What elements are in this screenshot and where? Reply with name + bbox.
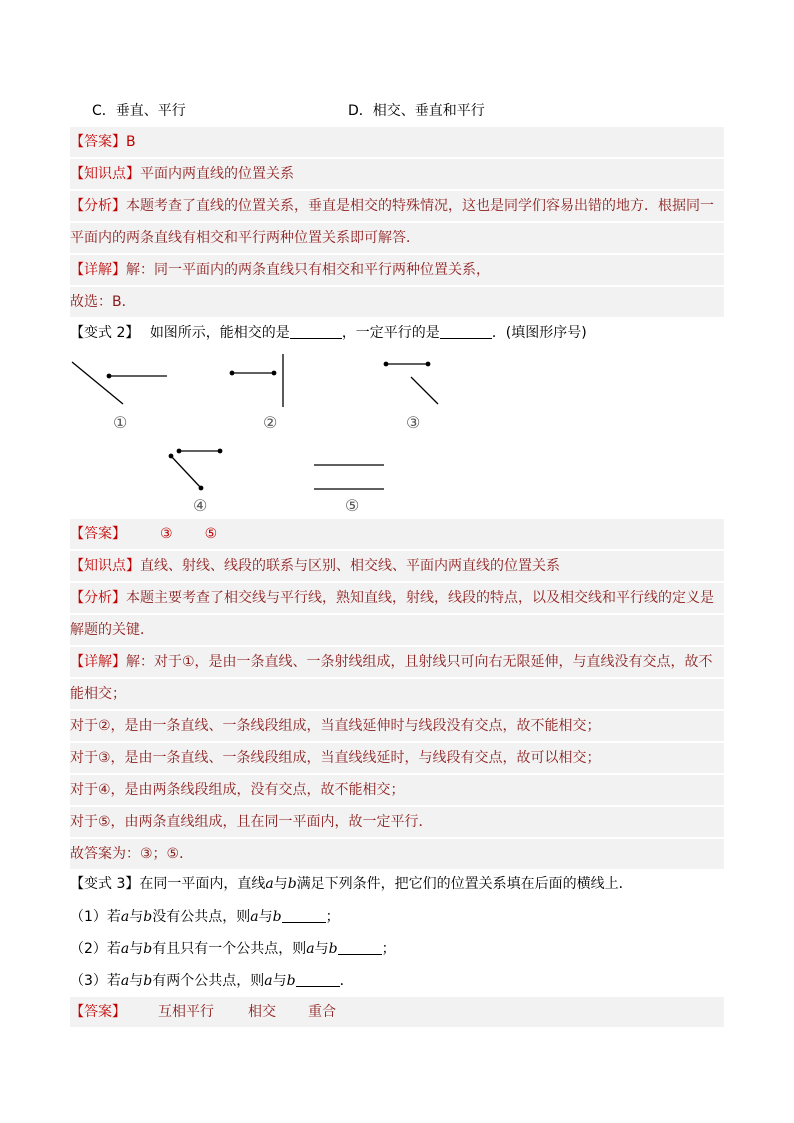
q2-conclusion-row — [70, 839, 724, 869]
knowledge-text: 直线、射线、线段的联系与区别、相交线、平面内两直线的位置关系 — [140, 558, 560, 574]
question-text: 与 — [273, 876, 288, 892]
figure-3-label: ③ — [406, 413, 421, 432]
q2-detail-row-5 — [70, 775, 724, 805]
item-text: 与 — [314, 941, 329, 957]
item-number: （1） — [70, 909, 107, 925]
knowledge-tag: 【知识点】 — [70, 558, 140, 574]
answer-value: B — [126, 134, 136, 150]
question-text: 在同一平面内，直线 — [139, 876, 266, 892]
detail-text: 对于④，是由两条线段组成，没有交点，故不能相交； — [70, 782, 405, 798]
figure-1-label: ① — [113, 413, 128, 432]
analysis-tag: 【分析】 — [70, 590, 126, 606]
q2-detail-row-3 — [70, 711, 724, 741]
variable-b: b — [286, 973, 296, 989]
detail-tag: 【详解】 — [70, 654, 126, 670]
q2-answer-row — [70, 519, 724, 549]
answer-value-2: 相交 — [248, 1004, 276, 1020]
q2-knowledge-row — [70, 551, 724, 581]
detail-text: 解：对于①，是由一条直线、一条射线组成，且射线只可向右无限延伸，与直线没有交点，故不 — [126, 654, 713, 670]
variable-a: a — [264, 973, 273, 989]
figure-1-line — [72, 362, 123, 404]
variable-a: a — [265, 876, 274, 892]
answer-blank — [282, 906, 326, 923]
detail-text: 能相交； — [70, 686, 126, 702]
analysis-tag: 【分析】 — [70, 198, 126, 214]
answer-value-2: ⑤ — [204, 526, 218, 542]
item-text: ． — [339, 973, 354, 989]
q3-item-1 — [70, 902, 724, 932]
item-text: ； — [381, 941, 396, 957]
variable-b: b — [328, 941, 338, 957]
answer-tag: 【答案】 — [70, 1004, 126, 1020]
figure-3-line — [411, 377, 438, 404]
figure-5-label: ⑤ — [345, 496, 360, 515]
answer-blank — [338, 938, 382, 955]
question-text: 如图所示，能相交的是 — [149, 325, 290, 341]
detail-tag: 【详解】 — [70, 262, 126, 278]
q3-answer-row — [70, 997, 724, 1027]
conclusion-text: 故答案为：③；⑤． — [70, 846, 194, 862]
question-text: 满足下列条件，把它们的位置关系填在后面的横线上． — [296, 876, 633, 892]
answer-blank — [296, 970, 340, 987]
q2-detail-row-2 — [70, 679, 724, 709]
option-d: D．相交、垂直和平行 — [348, 103, 485, 119]
item-text: 若 — [106, 941, 121, 957]
figure-4-segment-b — [171, 456, 201, 488]
analysis-text: 解题的关键． — [70, 622, 154, 638]
item-number: （2） — [70, 941, 107, 957]
variable-b: b — [287, 876, 297, 892]
question-tag: 【变式 3】 — [70, 876, 140, 892]
q3-item-2 — [70, 934, 724, 964]
item-text: 若 — [106, 973, 121, 989]
item-text: 与 — [258, 909, 273, 925]
variable-b: b — [143, 909, 153, 925]
variable-b: b — [272, 909, 282, 925]
option-c: C．垂直、平行 — [92, 103, 186, 119]
item-text: 有且只有一个公共点，则 — [152, 941, 307, 957]
q2-detail-row-6 — [70, 807, 724, 837]
q2-detail-row-4 — [70, 743, 724, 773]
analysis-text: 平面内的两条直线有相交和平行两种位置关系即可解答． — [70, 230, 420, 246]
answer-value-1: ③ — [160, 526, 173, 542]
variable-b: b — [143, 973, 153, 989]
item-text: 与 — [129, 909, 144, 925]
item-text: 与 — [272, 973, 287, 989]
answer-value-1: 互相平行 — [158, 1004, 214, 1020]
analysis-text: 本题主要考查了相交线与平行线，熟知直线，射线，线段的特点，以及相交线和平行线的定义是 — [126, 590, 714, 606]
item-text: 与 — [129, 941, 144, 957]
q2-analysis-row-1 — [70, 583, 724, 613]
variable-b: b — [143, 941, 153, 957]
item-text: 与 — [129, 973, 144, 989]
question-text: ．(填图形序号) — [491, 325, 587, 341]
item-text: ； — [325, 909, 340, 925]
figure-2-label: ② — [263, 413, 278, 432]
item-text: 有两个公共点，则 — [152, 973, 265, 989]
knowledge-text: 平面内两直线的位置关系 — [140, 166, 294, 182]
question-text: ，一定平行的是 — [341, 325, 440, 341]
analysis-text: 本题考查了直线的位置关系，垂直是相交的特殊情况，这也是同学们容易出错的地方．根据同一 — [126, 198, 714, 214]
q3-item-3 — [70, 966, 724, 996]
variable-a: a — [120, 973, 130, 989]
q2-detail-row-1 — [70, 647, 724, 677]
variable-a: a — [120, 909, 130, 925]
detail-text: 对于②，是由一条直线、一条线段组成，当直线延伸时与线段没有交点，故不能相交； — [70, 718, 601, 734]
answer-tag: 【答案】 — [70, 134, 126, 150]
detail-text: 对于⑤，由两条直线组成，且在同一平面内，故一定平行． — [70, 814, 433, 830]
variable-a: a — [306, 941, 315, 957]
item-number: （3） — [70, 973, 107, 989]
item-text: 若 — [106, 909, 121, 925]
variable-a: a — [250, 909, 259, 925]
knowledge-tag: 【知识点】 — [70, 166, 140, 182]
question-tag: 【变式 2】 — [70, 325, 140, 341]
variable-a: a — [120, 941, 130, 957]
q3-stem — [70, 869, 724, 899]
q2-analysis-row-2 — [70, 615, 724, 645]
detail-text: 解：同一平面内的两条直线只有相交和平行两种位置关系， — [126, 262, 490, 278]
answer-tag: 【答案】 — [70, 526, 126, 542]
answer-value-3: 重合 — [308, 1004, 336, 1020]
figure-4-label: ④ — [193, 496, 208, 515]
item-text: 没有公共点，则 — [152, 909, 251, 925]
detail-text: 对于③，是由一条直线、一条线段组成，当直线线延时，与线段有交点，故可以相交； — [70, 750, 601, 766]
detail-text: 故选：B． — [70, 294, 136, 310]
